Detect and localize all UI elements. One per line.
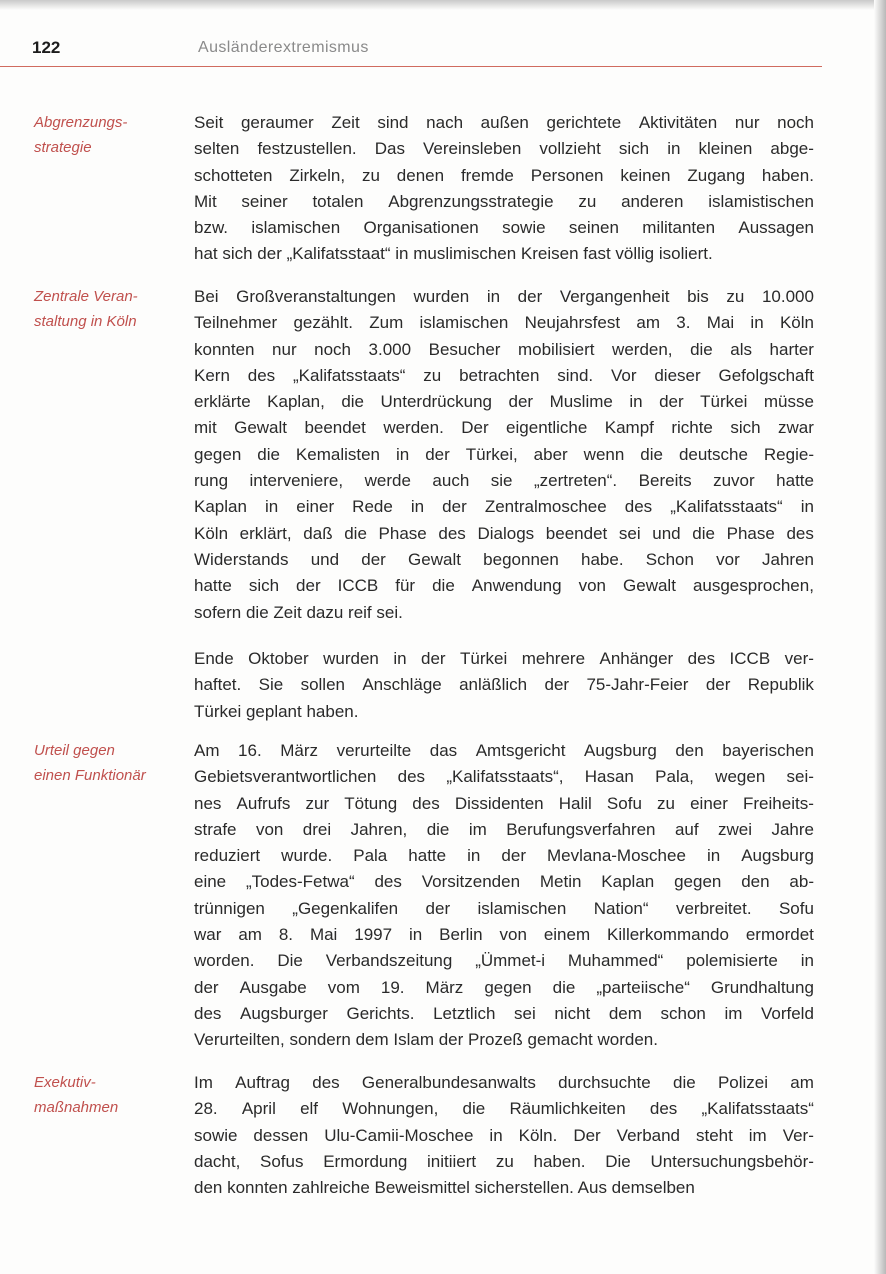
scan-right-edge (874, 0, 886, 1274)
margin-note-line: Exekutiv- (34, 1074, 96, 1091)
text-line: rung interveniere, werde auch sie „zertreten“. Bereits zuvor hatte (194, 471, 814, 491)
text-line: Am 16. März verurteilte das Amtsgericht Augsburg den bayerischen (194, 741, 814, 760)
paragraph-festnahmen (194, 646, 814, 725)
text-line: bzw. islamischen Organisationen sowie seinen militanten Aussagen (194, 218, 814, 238)
text-line: gegen die Kemalisten in der Türkei, aber wenn die deutsche Regie- (194, 444, 814, 464)
margin-note-line: maßnahmen (34, 1099, 119, 1116)
text-line: trünnigen „Gegenkalifen der islamischen Nation“ verbreitet. Sofu (194, 898, 814, 918)
margin-note-abgrenzungsstrategie (34, 110, 127, 160)
text-line: Widerstands und der Gewalt begonnen habe. Schon vor Jahren (194, 549, 814, 569)
text-line: Im Auftrag des Generalbundesanwalts durchsuchte die Polizei am (194, 1073, 814, 1092)
paragraph-durchsuchung (194, 1070, 814, 1201)
text-line: Mit seiner totalen Abgrenzungsstrategie zu anderen islamistischen (194, 191, 814, 211)
text-line: Teilnehmer gezählt. Zum islamischen Neujahrsfest am 3. Mai in Köln (194, 313, 814, 333)
text-line: Türkei geplant haben. (194, 701, 359, 721)
text-line: sowie dessen Ulu-Camii-Moschee in Köln. Der Verband steht im Ver- (194, 1125, 814, 1145)
margin-note-line: Abgrenzungs- (34, 114, 128, 131)
margin-note-line: Zentrale Veran- (34, 288, 138, 305)
text-line: Kaplan in einer Rede in der Zentralmoschee des „Kalifatsstaats“ in (194, 497, 814, 517)
text-line: schotteten Zirkeln, zu denen fremde Personen keinen Zugang haben. (194, 165, 814, 185)
text-line: hatte sich der ICCB für die Anwendung von Gewalt ausgesprochen, (194, 576, 814, 596)
text-line: der Ausgabe vom 19. März gegen die „parteiische“ Grundhaltung (194, 977, 814, 997)
text-line: des Augsburger Gerichts. Letztlich sei nicht dem schon im Vorfeld (194, 1003, 814, 1023)
text-line: Köln erklärt, daß die Phase des Dialogs beendet sei und die Phase des (194, 523, 814, 543)
text-line: den konnten zahlreiche Beweismittel sicherstellen. Aus demselben (194, 1178, 695, 1198)
paragraph-abgrenzung (194, 110, 814, 268)
text-line: mit Gewalt beendet werden. Der eigentliche Kampf richte sich zwar (194, 418, 814, 438)
text-line: selten festzustellen. Das Vereinsleben vollzieht sich in kleinen abge- (194, 139, 814, 159)
text-line: Verurteilten, sondern dem Islam der Prozeß gemacht worden. (194, 1030, 658, 1050)
text-line: haftet. Sie sollen Anschläge anläßlich der 75-Jahr-Feier der Republik (194, 675, 814, 695)
text-line: eine „Todes-Fetwa“ des Vorsitzenden Metin Kaplan gegen den ab- (194, 872, 814, 892)
text-line: erklärte Kaplan, die Unterdrückung der Muslime in der Türkei müsse (194, 392, 814, 412)
scan-top-edge (0, 0, 886, 10)
margin-note-line: staltung in Köln (34, 313, 137, 330)
text-line: strafe von drei Jahren, die im Berufungsverfahren auf zwei Jahre (194, 819, 814, 839)
running-title: Ausländerextremismus (198, 39, 369, 56)
text-line: nes Aufrufs zur Tötung des Dissidenten Halil Sofu zu einer Freiheits- (194, 793, 814, 813)
text-line: konnten nur noch 3.000 Besucher mobilisiert werden, die als harter (194, 339, 814, 359)
text-line: Kern des „Kalifatsstaats“ zu betrachten sind. Vor dieser Gefolgschaft (194, 365, 814, 385)
text-line: reduziert wurde. Pala hatte in der Mevlana-Moschee in Augsburg (194, 846, 814, 866)
margin-note-line: Urteil gegen (34, 742, 115, 759)
margin-note-line: strategie (34, 139, 92, 156)
text-line: dacht, Sofus Ermordung initiiert zu haben. Die Untersuchungsbehör- (194, 1151, 814, 1171)
text-line: war am 8. Mai 1997 in Berlin von einem Killerkommando ermordet (194, 925, 814, 945)
header-rule (0, 66, 822, 67)
page-number: 122 (32, 38, 61, 57)
text-line: sofern die Zeit dazu reif sei. (194, 602, 403, 622)
text-line: hat sich der „Kalifatsstaat“ in muslimischen Kreisen fast völlig isoliert. (194, 244, 713, 264)
paragraph-urteil (194, 738, 814, 1054)
margin-note-zentrale-veranstaltung (34, 284, 138, 334)
page-header (30, 38, 820, 66)
margin-note-line: einen Funktionär (34, 767, 146, 784)
text-line: worden. Die Verbandszeitung „Ümmet-i Muhammed“ polemisierte in (194, 951, 814, 971)
text-line: Bei Großveranstaltungen wurden in der Vergangenheit bis zu 10.000 (194, 287, 814, 306)
text-line: 28. April elf Wohnungen, die Räumlichkeiten des „Kalifatsstaats“ (194, 1099, 814, 1119)
text-line: Gebietsverantwortlichen des „Kalifatsstaats“, Hasan Pala, wegen sei- (194, 767, 814, 787)
margin-note-exekutivmassnahmen (34, 1070, 118, 1120)
margin-note-urteil (34, 738, 146, 788)
paragraph-veranstaltung (194, 284, 814, 626)
text-line: Ende Oktober wurden in der Türkei mehrere Anhänger des ICCB ver- (194, 649, 814, 668)
text-line: Seit geraumer Zeit sind nach außen gerichtete Aktivitäten nur noch (194, 113, 814, 132)
